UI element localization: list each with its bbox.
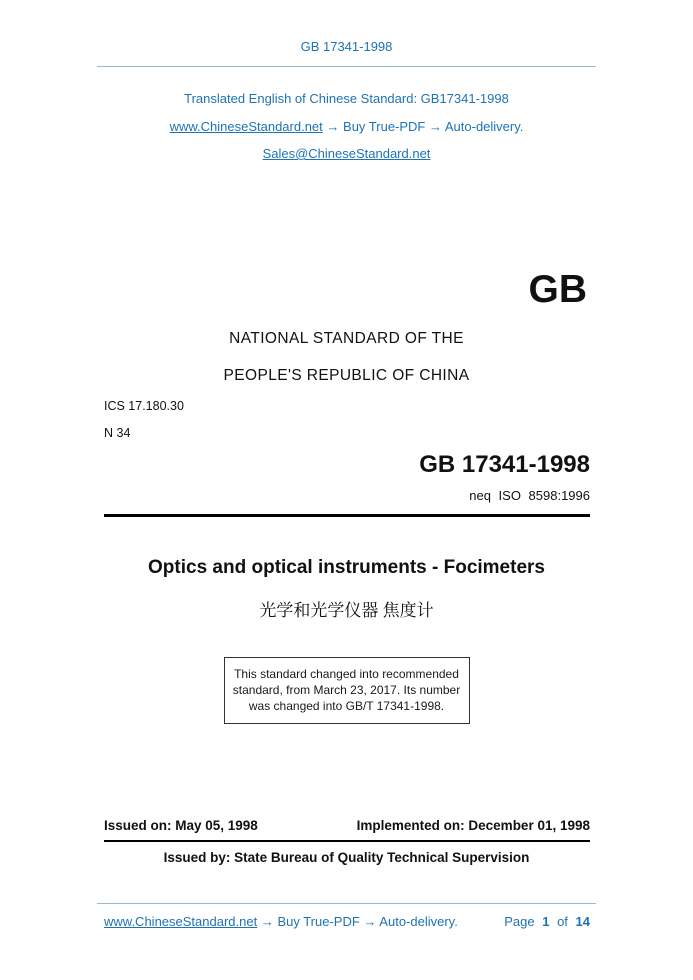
page-indicator: [500, 914, 590, 929]
class-code: N 34: [104, 426, 131, 440]
footer-site-link[interactable]: www.ChineseStandard.net: [104, 914, 258, 929]
national-standard-line2: PEOPLE'S REPUBLIC OF CHINA: [223, 367, 470, 384]
ics-code: ICS 17.180.30: [104, 399, 184, 413]
standard-number: GB 17341-1998: [419, 451, 590, 478]
footer-rule: [97, 903, 596, 904]
issued-on-label: Issued on: May 05, 1998: [104, 818, 258, 833]
footer-buy-line-rest: → Buy True-PDF → Auto-delivery.: [260, 914, 458, 929]
iso-reference: neq ISO 8598:1996: [469, 488, 590, 503]
masthead-rule: [104, 514, 590, 517]
of-label: of: [557, 914, 568, 929]
issued-by-label: Issued by: State Bureau of Quality Technical Supervision: [163, 850, 530, 865]
sales-email-link[interactable]: Sales@ChineseStandard.net: [262, 146, 431, 161]
sales-line: [0, 146, 693, 161]
page-total: 14: [575, 914, 590, 929]
page-number: 1: [542, 914, 550, 929]
footer-row: [104, 914, 590, 929]
site-link[interactable]: www.ChineseStandard.net: [169, 119, 323, 134]
change-note-line3: was changed into GB/T 17341-1998.: [248, 699, 445, 714]
header-buy-line: [0, 119, 693, 134]
change-note-line1: This standard changed into recommended: [234, 667, 459, 681]
document-title-en: Optics and optical instruments - Focimeters: [148, 557, 545, 578]
footer-buy-line: [104, 914, 458, 929]
page-label: Page: [504, 914, 535, 929]
change-note-line2: standard, from March 23, 2017. Its number: [232, 683, 461, 698]
header-rule: [97, 66, 596, 67]
implemented-on-label: Implemented on: December 01, 1998: [356, 818, 590, 833]
translated-standard-line: Translated English of Chinese Standard: GB17341-1998: [184, 91, 509, 106]
document-title-zh: 光学和光学仪器 焦度计: [259, 601, 434, 620]
national-standard-line1: NATIONAL STANDARD OF THE: [229, 330, 464, 347]
buy-line-rest: → Buy True-PDF → Auto-delivery.: [326, 119, 524, 134]
gb-logo: GB: [528, 268, 587, 311]
change-note-box: [224, 657, 470, 724]
header-doc-code: GB 17341-1998: [300, 39, 393, 54]
issuance-row: [104, 818, 590, 833]
issuance-rule: [104, 840, 590, 842]
